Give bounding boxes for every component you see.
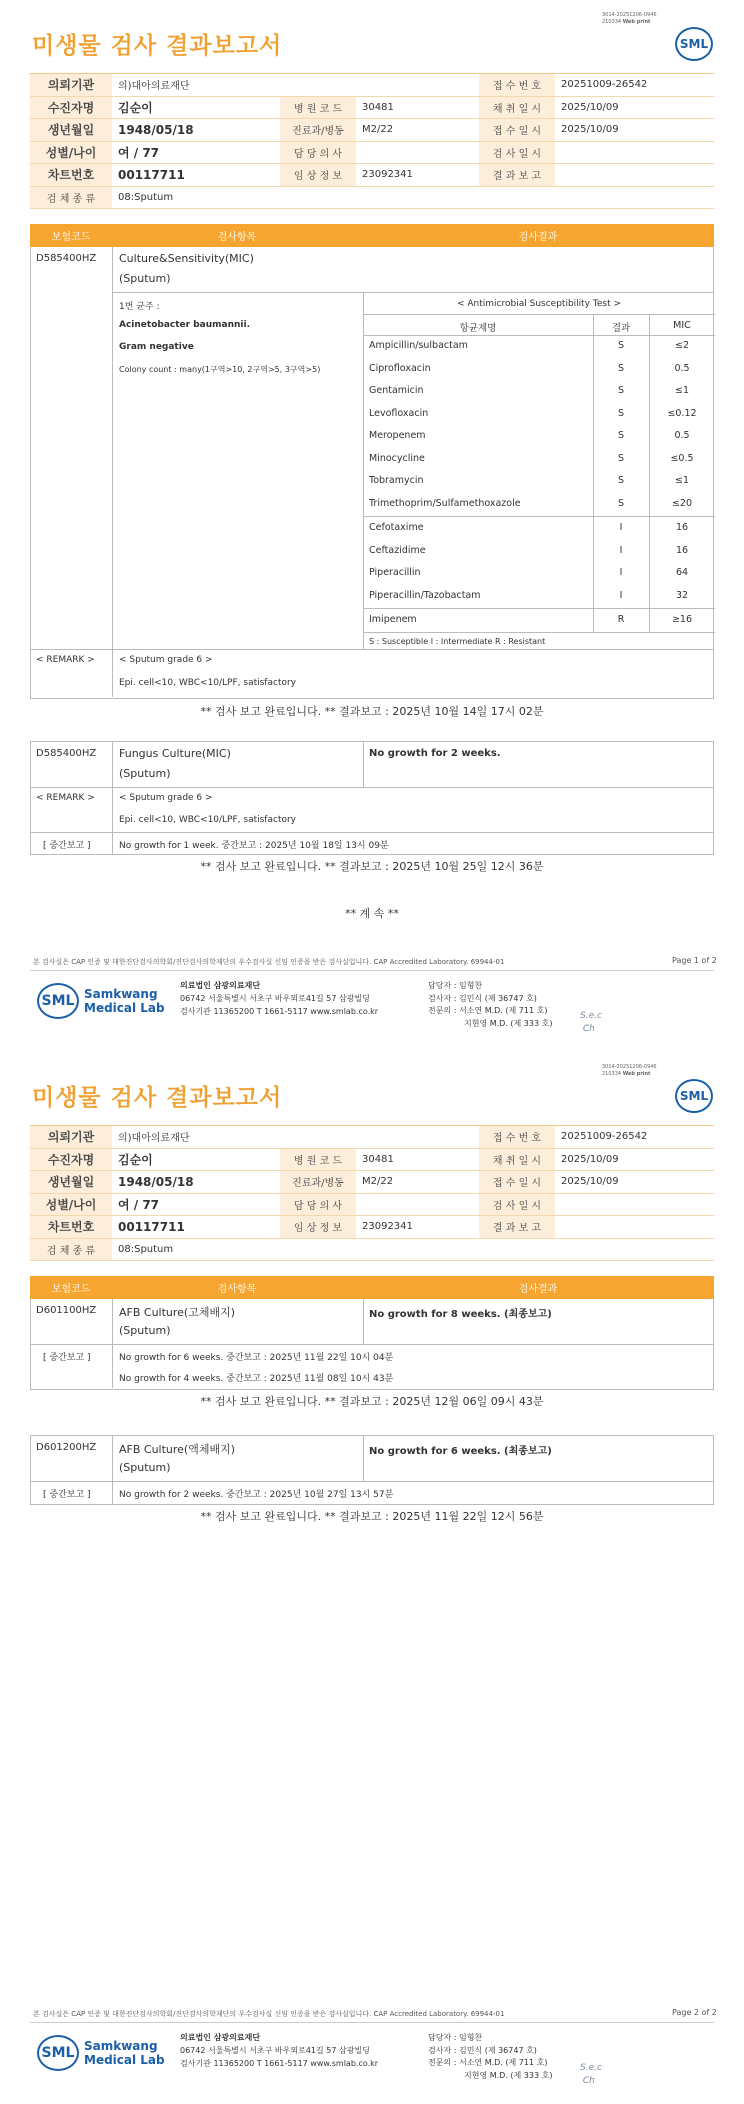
ast-drug: Gentamicin — [369, 385, 424, 396]
ast-result: S — [617, 475, 625, 486]
patient-row: 생년월일 1948/05/18 진료과/병동 M2/22 접 수 일 시 2025/10/09 — [30, 119, 714, 142]
patient-row: 의뢰기관 의)대아의료재단 접 수 번 호 20251009-26542 — [30, 74, 714, 97]
signature-image: S.e.c Ch — [580, 1011, 602, 1034]
patient-info-table — [30, 73, 714, 209]
continued-note: ** 계 속 ** — [345, 907, 399, 920]
ast-result: I — [619, 589, 623, 601]
report-title: 미생물 검사 결과보고서 — [32, 1085, 283, 1111]
ast-drug: Tobramycin — [369, 475, 424, 486]
ast-drug: Cefotaxime — [369, 522, 424, 533]
lab-logo: SML Samkwang Medical Lab — [37, 983, 165, 1019]
ast-drug: Trimethoprim/Sulfamethoxazole — [369, 497, 521, 509]
print-stamp: 3014-20251206-0946 210334 Web print — [602, 1064, 657, 1077]
ast-mic: 0.5 — [674, 430, 690, 441]
print-stamp: 3014-20251206-0946 210334 Web print — [602, 12, 657, 25]
ast-mic: ≤1 — [674, 475, 689, 486]
ast-drug: Imipenem — [369, 614, 417, 625]
ast-result: S — [617, 452, 625, 464]
afb-solid-block: D601100HZ AFB Culture(고체배지) (Sputum) No growth for 8 weeks. (최종보고) [ 중간보고 ] No growth for 6 weeks. 중간보고 : 2025년 11월 22일 10시 04분 No growth for 4 weeks. 중간보고 : 2025년 11월 08일 10시 43분 — [30, 1299, 714, 1390]
ast-header-drug: 항균제명 — [459, 323, 497, 334]
culture-name: Culture&Sensitivity(MIC) — [119, 252, 254, 265]
results-header: 보험코드 검사항목 검사결과 — [30, 224, 714, 247]
ast-mic: ≤0.5 — [670, 452, 694, 464]
ast-result: I — [619, 567, 623, 578]
ast-mic: ≥16 — [671, 614, 693, 625]
ast-mic: 0.5 — [674, 362, 690, 374]
patient-row: 성별/나이 여 / 77 담 당 의 사 검 사 일 시 — [30, 142, 714, 165]
lab-logo: SML Samkwang Medical Lab — [37, 2035, 165, 2071]
culture-block: D585400HZ Culture&Sensitivity(MIC) (Sputum) 1번 균주 : Acinetobacter baumannii. Gram negative Colony count : many(1구역>10, 2구역>5, 3구역>5) < Antimicrobial Susceptibility Test > 항균제명 결과 MIC Ampicillin/sulbactam S ≤2 Ciprofloxacin S 0.5 Gentamicin S ≤1 Levofloxacin S ≤0.12 Meropenem S 0.5 Minocycline S ≤0.5 Tobramycin S ≤1 Trimethoprim/Sulfamethoxazole S ≤20 Cefotaxime I 16 Ceftazidime I 16 Piperacillin I 64 Piperacillin/Tazobactam I 32 Imipenem R ≥16 S : Susceptible I : Intermediate R : Resistant < REMARK > < Sputum grade 6 > Epi. cell<10, WBC<10/LPF, satisfactory — [30, 247, 714, 699]
ast-result: S — [617, 340, 625, 351]
ast-mic: ≤20 — [671, 497, 693, 509]
ast-header-result: 결과 — [611, 323, 631, 334]
ast-mic: 64 — [675, 567, 689, 578]
culture-specimen: (Sputum) — [119, 272, 171, 285]
accreditation-note: 본 검사실은 CAP 인증 및 대한진단검사의학회/진단검사의학재단의 우수검사실 신임 인증을 받은 검사실입니다. CAP Accredited Laboratory. 69944-01 — [33, 2010, 505, 2018]
ast-result: I — [619, 522, 623, 533]
page-number: Page 1 of 2 — [672, 956, 717, 965]
ast-title: < Antimicrobial Susceptibility Test > — [457, 299, 621, 309]
signature-image: S.e.c Ch — [580, 2063, 602, 2086]
patient-row: 차트번호 00117711 임 상 정 보 23092341 결 과 보 고 — [30, 164, 714, 187]
lab-address: 의료법인 삼광의료재단 06742 서울특별시 서초구 바우뫼로41길 57 삼광빌딩 검사기관 11365200 T 1661-5117 www.smlab.co.kr — [180, 981, 379, 1016]
ast-legend: S : Susceptible I : Intermediate R : Resistant — [369, 636, 546, 646]
ast-drug: Ampicillin/sulbactam — [369, 340, 468, 351]
ast-header-mic: MIC — [673, 320, 691, 331]
ast-drug: Meropenem — [369, 430, 426, 441]
report-page-1: 3014-20251206-0946 210334 Web print 미생물 검사 결과보고서 SML 의뢰기관 의)대아의료재단 접 수 번 호 20251009-26542 수진자명 김순이 병 원 코 드 30481 채 취 일 시 2025/10/09 생년월일 1948/05/18 진료과/병동 M2/22 접 수 일 시 2025/10/09 성별/나이 여 / 77 담 당 의 사 검 사 일 시 차트번호 00117711 임 상 정 보 23092341 결 과 보 고 검 체 종 류 08:Sputum 보험코드 검사항목 검사결과 D585400HZ Culture&Sensitivity(MIC) (Sputum) 1번 균주 : Acinetobacter baumannii. Gram negative Colony count : many(1구역>10, 2구역>5, 3구역>5) < Antimicrobial Susceptibility Test > 항균제명 결과 MIC Ampicillin/sulbactam S ≤2 Ciprofloxacin S 0.5 Gentamicin S ≤1 Levofloxacin S ≤0.12 Meropenem S 0.5 Minocycline S ≤0.5 Tobramycin S ≤1 Trimethoprim/Sulfamethoxazole S ≤20 Cefotaxime I 16 Ceftazidime I 16 Piperacillin I 64 Piperacillin/Tazobactam I 32 Imipenem R ≥16 S : Susceptible I : Intermediate R : Resistant < REMARK > < Sputum grade 6 > Epi. cell<10, WBC<10/LPF, satisfactory ** 검사 보고 완료입니다. ** 결과보고 : 2025년 10월 14일 17시 02분 D585400HZ Fungus Culture(MIC) (Sputum) No growth for 2 weeks. < REMARK > < Sputum grade 6 > Epi. cell<10, WBC<10/LPF, satisfactory [ 중간보고 ] No growth for 1 week. 중간보고 : 2025년 10월 18일 13시 09분 ** 검사 보고 완료입니다. ** 결과보고 : 2025년 10월 25일 12시 36분 ** 계 속 ** 본 검사실은 CAP 인증 및 대한진단검사의학회/진단검사의학재단의 우수검사실 신임 인증을 받은 검사실입니다. CAP Accredited Laboratory. 69944-01 Page 1 of 2 SML Samkwang Medical Lab 의료법인 삼광의료재단 06742 서울특별시 서초구 바우뫼로41길 57 삼광빌딩 검사기관 11365200 T 1661-5117 www.smlab.co.kr 담당자 : 임형찬 검사자 : 김민식 (제 36747 호) 전문의 : 서소연 M.D. (제 711 호) 지현영 M.D. (제 333 호) S.e.c Ch — [0, 0, 744, 1052]
ast-drug: Piperacillin — [369, 567, 421, 578]
page-number: Page 2 of 2 — [672, 2008, 717, 2017]
ast-drug: Ceftazidime — [369, 544, 426, 556]
organism-name: Acinetobacter baumannii. — [119, 320, 250, 330]
ast-result: S — [617, 362, 625, 374]
afb-liquid-block: D601200HZ AFB Culture(액체배지) (Sputum) No growth for 6 weeks. (최종보고) [ 중간보고 ] No growth for 2 weeks. 중간보고 : 2025년 10월 27일 13시 57분 — [30, 1435, 714, 1505]
ast-result: S — [617, 497, 625, 509]
ast-result: S — [617, 407, 625, 419]
accreditation-note: 본 검사실은 CAP 인증 및 대한진단검사의학회/진단검사의학재단의 우수검사실 신임 인증을 받은 검사실입니다. CAP Accredited Laboratory. 69944-01 — [33, 958, 505, 966]
ast-mic: ≤2 — [674, 340, 689, 351]
patient-row: 수진자명 김순이 병 원 코 드 30481 채 취 일 시 2025/10/09 — [30, 97, 714, 120]
ast-result: R — [617, 614, 625, 625]
ast-result: I — [619, 544, 623, 556]
lab-staff: 담당자 : 임형찬 검사자 : 김민식 (제 36747 호) 전문의 : 서소연 M.D. (제 711 호) 지현영 M.D. (제 333 호) — [428, 981, 553, 1028]
ast-mic: 16 — [675, 522, 689, 533]
ast-mic: 32 — [675, 589, 689, 601]
lab-staff: 담당자 : 임형찬 검사자 : 김민식 (제 36747 호) 전문의 : 서소연 M.D. (제 711 호) 지현영 M.D. (제 333 호) — [428, 2033, 553, 2080]
ast-drug: Ciprofloxacin — [369, 362, 431, 374]
patient-row: 검 체 종 류 08:Sputum — [30, 187, 714, 210]
ast-result: S — [617, 385, 625, 396]
ast-mic: ≤0.12 — [667, 407, 697, 419]
patient-info-table: 의뢰기관 의)대아의료재단 접 수 번 호 20251009-26542 수진자명 김순이 병 원 코 드 30481 채 취 일 시 2025/10/09 생년월일 1948/05/18 진료과/병동 M2/22 접 수 일 시 2025/10/09 성별/나이 여 / 77 담 당 의 사 검 사 일 시 차트번호 00117711 임 상 정 보 23092341 결 과 보 고 검 체 종 류 08:Sputum — [30, 1125, 714, 1261]
fungus-block: D585400HZ Fungus Culture(MIC) (Sputum) No growth for 2 weeks. < REMARK > < Sputum grade 6 > Epi. cell<10, WBC<10/LPF, satisfactory [ 중간보고 ] No growth for 1 week. 중간보고 : 2025년 10월 18일 13시 09분 — [30, 741, 714, 855]
sml-logo: SML — [675, 1079, 713, 1113]
ast-drug: Piperacillin/Tazobactam — [369, 589, 481, 601]
ast-drug: Levofloxacin — [369, 407, 429, 419]
ast-drug: Minocycline — [369, 452, 425, 464]
ast-mic: ≤1 — [674, 385, 689, 396]
culture-code: D585400HZ — [36, 253, 97, 264]
ast-result: S — [617, 430, 625, 441]
ast-mic: 16 — [675, 544, 689, 556]
report-complete-note: ** 검사 보고 완료입니다. ** 결과보고 : 2025년 10월 14일 17시 02분 — [200, 705, 544, 718]
report-title: 미생물 검사 결과보고서 — [32, 33, 283, 59]
results-header: 보험코드 검사항목 검사결과 — [30, 1276, 714, 1299]
report-page-2: 3014-20251206-0946 210334 Web print 미생물 검사 결과보고서 SML 의뢰기관 의)대아의료재단 접 수 번 호 20251009-26542 수진자명 김순이 병 원 코 드 30481 채 취 일 시 2025/10/09 생년월일 1948/05/18 진료과/병동 M2/22 접 수 일 시 2025/10/09 성별/나이 여 / 77 담 당 의 사 검 사 일 시 차트번호 00117711 임 상 정 보 23092341 결 과 보 고 검 체 종 류 08:Sputum 보험코드 검사항목 검사결과 D601100HZ AFB Culture(고체배지) (Sputum) No growth for 8 weeks. (최종보고) [ 중간보고 ] No growth for 6 weeks. 중간보고 : 2025년 11월 22일 10시 04분 No growth for 4 weeks. 중간보고 : 2025년 11월 08일 10시 43분 ** 검사 보고 완료입니다. ** 결과보고 : 2025년 12월 06일 09시 43분 D601200HZ AFB Culture(액체배지) (Sputum) No growth for 6 weeks. (최종보고) [ 중간보고 ] No growth for 2 weeks. 중간보고 : 2025년 10월 27일 13시 57분 ** 검사 보고 완료입니다. ** 결과보고 : 2025년 11월 22일 12시 56분 본 검사실은 CAP 인증 및 대한진단검사의학회/진단검사의학재단의 우수검사실 신임 인증을 받은 검사실입니다. CAP Accredited Laboratory. 69944-01 Page 2 of 2 SML Samkwang Medical Lab 의료법인 삼광의료재단 06742 서울특별시 서초구 바우뫼로41길 57 삼광빌딩 검사기관 11365200 T 1661-5117 www.smlab.co.kr 담당자 : 임형찬 검사자 : 김민식 (제 36747 호) 전문의 : 서소연 M.D. (제 711 호) 지현영 M.D. (제 333 호) S.e.c Ch — [32, 1064, 717, 2086]
sml-logo: SML — [675, 27, 713, 61]
lab-address: 의료법인 삼광의료재단 06742 서울특별시 서초구 바우뫼로41길 57 삼광빌딩 검사기관 11365200 T 1661-5117 www.smlab.co.kr — [180, 2033, 379, 2068]
